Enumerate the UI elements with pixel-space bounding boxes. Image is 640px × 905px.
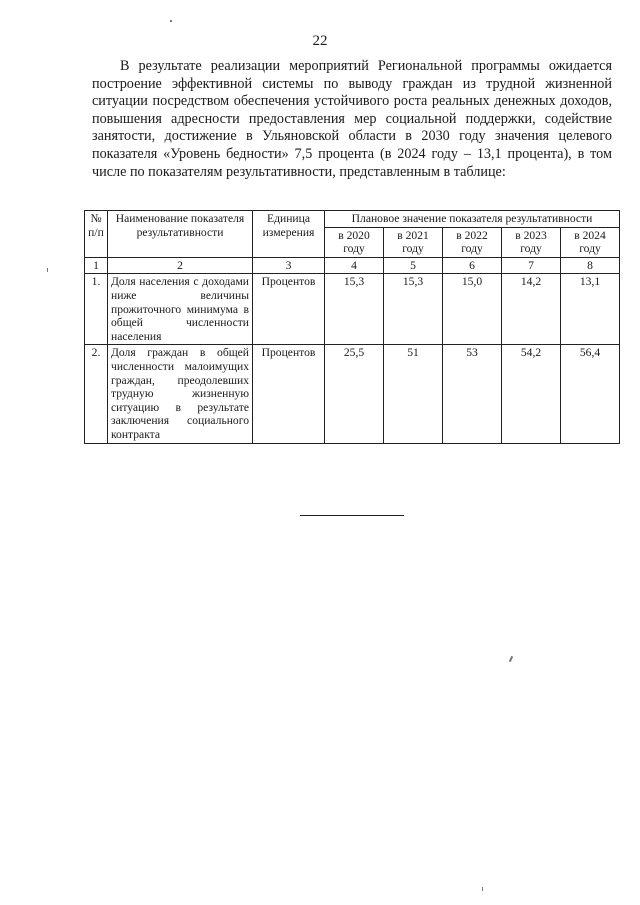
column-index: 6: [443, 257, 502, 274]
header-planned: Плановое значение показателя результативности: [325, 211, 620, 228]
header-year: в 2021 году: [384, 227, 443, 257]
header-year: в 2022 году: [443, 227, 502, 257]
header-unit: Единица измерения: [253, 211, 325, 258]
intro-paragraph: В результате реализации мероприятий Региональной программы ожидается построение эффективной системы по выводу граждан из трудной жизненной ситуации посредством обеспечения устойчивого роста реальных денежных доходов, повышения адресности предоставления мер социальной поддержки, содействие занятости, достижение в Ульяновской области в 2030 году значения целевого показателя «Уровень бедности» 7,5 процента (в 2024 году – 13,1 процента), в том числе по показателям результативности, представленным в таблице:: [92, 58, 612, 180]
table-row: [85, 274, 620, 345]
header-num: № п/п: [85, 211, 108, 258]
row-value: 56,4: [561, 345, 620, 443]
column-index: 8: [561, 257, 620, 274]
row-value: 15,3: [325, 274, 384, 345]
row-num: 1.: [85, 274, 108, 345]
column-index: 3: [253, 257, 325, 274]
column-index: 4: [325, 257, 384, 274]
row-value: 54,2: [502, 345, 561, 443]
column-index: 7: [502, 257, 561, 274]
row-value: 25,5: [325, 345, 384, 443]
results-table: [84, 210, 620, 444]
row-indicator-name: Доля граждан в общей численности малоимущих граждан, преодолевших трудную жизненную ситуацию в результате заключения социального контракта: [108, 345, 253, 443]
column-index: 2: [108, 257, 253, 274]
row-value: 13,1: [561, 274, 620, 345]
page-number: 22: [312, 33, 328, 49]
row-value: 53: [443, 345, 502, 443]
scan-speck: [170, 20, 172, 22]
scan-speck: [47, 268, 48, 272]
row-value: 14,2: [502, 274, 561, 345]
header-year: в 2023 году: [502, 227, 561, 257]
scan-speck: [509, 656, 513, 662]
row-num: 2.: [85, 345, 108, 443]
header-name: Наименование показателя результативности: [108, 211, 253, 258]
column-index: 5: [384, 257, 443, 274]
row-unit: Процентов: [253, 345, 325, 443]
row-value: 51: [384, 345, 443, 443]
header-year: в 2020 году: [325, 227, 384, 257]
row-unit: Процентов: [253, 274, 325, 345]
scan-speck: [482, 887, 483, 891]
row-indicator-name: Доля населения с доходами ниже величины прожиточного минимума в общей численности населения: [108, 274, 253, 345]
row-value: 15,0: [443, 274, 502, 345]
row-value: 15,3: [384, 274, 443, 345]
column-index: 1: [85, 257, 108, 274]
column-index-row: [85, 257, 620, 274]
end-separator-line: [300, 515, 404, 516]
table-header-row: [85, 211, 620, 228]
header-year: в 2024 году: [561, 227, 620, 257]
table-row: [85, 345, 620, 443]
